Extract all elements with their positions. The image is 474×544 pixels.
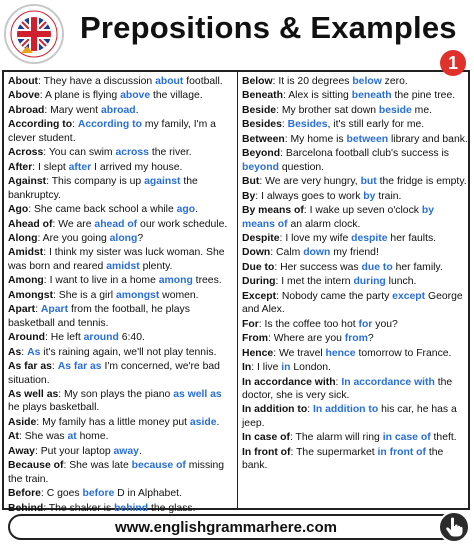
preposition-term: Due to	[242, 261, 275, 273]
example-text: :	[21, 346, 28, 358]
preposition-term: Down	[242, 247, 271, 259]
example-text: : The alarm will ring	[289, 432, 383, 444]
preposition-entry	[8, 246, 234, 273]
example-text: I arrived my house.	[91, 161, 183, 173]
preposition-entry	[8, 274, 234, 287]
highlighted-preposition: In addition to	[313, 404, 379, 416]
example-text: : My brother sat down	[276, 104, 379, 116]
highlighted-preposition: by means of	[242, 205, 435, 230]
preposition-entry	[242, 104, 468, 117]
example-text: : I think my sister was luck woman. She was born and reared	[8, 247, 225, 272]
highlighted-preposition: along	[109, 232, 138, 244]
example-text: : My family has a little money put	[36, 416, 190, 428]
site-logo[interactable]	[4, 4, 64, 64]
example-text: : Barcelona football club's success is	[280, 148, 450, 160]
preposition-entry	[8, 146, 234, 159]
preposition-entry	[242, 133, 468, 146]
preposition-entry	[8, 360, 234, 387]
highlighted-preposition: from	[344, 333, 368, 345]
highlighted-preposition: down	[303, 247, 331, 259]
example-text: George and Alex.	[242, 290, 463, 316]
example-text: : We are	[52, 218, 95, 230]
highlighted-preposition: by	[363, 190, 376, 202]
highlighted-preposition: beyond	[242, 161, 279, 173]
preposition-entry	[242, 361, 468, 374]
example-text: my family, I'm a clever student.	[8, 119, 216, 144]
preposition-term: Away	[8, 445, 35, 457]
preposition-entry	[242, 431, 468, 444]
example-text: : I want to live in a home	[43, 275, 159, 287]
preposition-term: In case of	[242, 432, 290, 444]
highlighted-preposition: around	[83, 332, 119, 344]
preposition-term: Because of	[8, 460, 64, 472]
example-text: : A plane is flying	[39, 90, 121, 102]
highlighted-preposition: at	[67, 431, 77, 443]
example-text: our work schedule.	[137, 218, 228, 230]
preposition-entry	[8, 161, 234, 174]
preposition-term: After	[8, 161, 33, 173]
highlighted-preposition: after	[68, 161, 92, 173]
preposition-term: By means of	[242, 205, 304, 217]
example-text: the village.	[150, 90, 203, 102]
example-text: trees.	[192, 275, 222, 287]
highlighted-preposition: hence	[325, 347, 356, 359]
highlighted-preposition: but	[360, 176, 377, 188]
example-text: : Where are you	[267, 333, 345, 345]
preposition-term: In	[242, 362, 252, 374]
example-text: : I always goes to work	[255, 190, 364, 202]
example-text: : Alex is sitting	[283, 90, 352, 102]
example-text: : I wake up seven o'clock	[303, 205, 422, 217]
logo-text	[6, 6, 62, 62]
preposition-entry	[242, 232, 468, 245]
preposition-term: Below	[242, 76, 273, 87]
preposition-entry	[242, 118, 468, 131]
example-text: her family.	[392, 261, 443, 273]
highlighted-preposition: Apart	[40, 304, 69, 316]
highlighted-preposition: against	[144, 176, 181, 188]
preposition-term: Ago	[8, 204, 29, 216]
highlighted-preposition: As far as	[57, 361, 102, 373]
highlighted-preposition: ago	[176, 204, 196, 216]
example-text: train.	[375, 190, 402, 202]
prepositions-table	[2, 70, 470, 514]
preposition-term: Against	[8, 176, 47, 188]
example-text: : She was late	[63, 460, 132, 472]
preposition-entry	[242, 204, 468, 231]
highlighted-preposition: amongst	[115, 289, 160, 301]
example-text: London.	[290, 362, 331, 374]
example-text: me.	[411, 104, 433, 116]
left-column	[8, 75, 234, 516]
example-text: .	[138, 445, 142, 457]
header	[0, 0, 474, 66]
example-text: football.	[183, 76, 223, 87]
highlighted-preposition: amidst	[106, 260, 140, 272]
example-text: : She was	[18, 431, 68, 443]
example-text: : My son plays the piano	[58, 388, 174, 400]
example-text: ?	[367, 333, 374, 345]
example-text: : She came back school a while	[28, 204, 177, 216]
footer-bar[interactable]	[8, 514, 466, 540]
preposition-entry	[242, 332, 468, 345]
highlighted-preposition: except	[392, 290, 426, 302]
highlighted-preposition: because of	[131, 460, 186, 472]
example-text: library and bank.	[388, 133, 468, 145]
preposition-term: As	[8, 346, 22, 358]
preposition-term: Hence	[242, 347, 274, 359]
right-column	[242, 75, 468, 474]
preposition-entry	[242, 89, 468, 102]
preposition-entry	[8, 289, 234, 302]
example-text: : I live	[251, 362, 282, 374]
example-text: :	[307, 404, 313, 416]
example-text: he plays basketball.	[8, 402, 100, 414]
preposition-entry	[242, 75, 468, 88]
preposition-term: For	[242, 318, 259, 330]
highlighted-preposition: behind	[114, 502, 149, 514]
preposition-entry	[242, 190, 468, 203]
example-text: 6:40.	[118, 332, 145, 344]
example-text: : This company is up	[46, 176, 145, 188]
preposition-term: Along	[8, 232, 38, 244]
example-text: it's raining again, we'll not play tennis.	[40, 346, 217, 358]
preposition-entry	[242, 246, 468, 259]
example-text: : She is a girl	[53, 289, 116, 301]
preposition-entry	[8, 218, 234, 231]
preposition-term: Except	[242, 290, 277, 302]
example-text: her faults.	[387, 232, 437, 244]
highlighted-preposition: between	[346, 133, 389, 145]
example-text: : Her success was	[274, 261, 362, 273]
preposition-term: By	[242, 190, 256, 202]
preposition-entry	[8, 445, 234, 458]
highlighted-preposition: during	[353, 276, 386, 288]
preposition-entry	[242, 403, 468, 430]
preposition-term: Amongst	[8, 289, 54, 301]
highlighted-preposition: away	[113, 445, 139, 457]
example-text: : Is the coffee too hot	[258, 318, 359, 330]
example-text: an alarm clock.	[287, 218, 361, 230]
preposition-entry	[8, 346, 234, 359]
example-text: : Nobody came the party	[276, 290, 393, 302]
preposition-term: At	[8, 431, 19, 443]
preposition-entry	[8, 104, 234, 117]
example-text: .	[216, 416, 220, 428]
preposition-entry	[242, 275, 468, 288]
example-text: : It is 20 degrees	[272, 76, 353, 87]
preposition-term: Beside	[242, 104, 277, 116]
highlighted-preposition: abroad	[100, 104, 136, 116]
page-number-badge: 1	[440, 50, 466, 76]
preposition-entry	[8, 487, 234, 500]
preposition-term: About	[8, 76, 39, 87]
highlighted-preposition: due to	[361, 261, 393, 273]
preposition-entry	[8, 303, 234, 330]
preposition-entry	[242, 446, 468, 473]
preposition-entry	[242, 318, 468, 331]
preposition-entry	[242, 147, 468, 174]
highlighted-preposition: beside	[378, 104, 412, 116]
example-text: :	[35, 304, 41, 316]
preposition-term: According to	[8, 119, 73, 131]
example-text: : Put your laptop	[34, 445, 114, 457]
example-text: : We travel	[273, 347, 326, 359]
preposition-term: Abroad	[8, 104, 45, 116]
page-title: Prepositions & Examples	[80, 10, 457, 45]
preposition-term: From	[242, 333, 268, 345]
example-text: .	[135, 104, 139, 116]
preposition-term: As far as	[8, 361, 52, 373]
preposition-term: Apart	[8, 304, 36, 316]
example-text: : We are very hungry,	[259, 176, 361, 188]
example-text: : The shaker is	[43, 502, 115, 514]
highlighted-preposition: As	[27, 346, 41, 358]
preposition-term: In accordance with	[242, 376, 336, 388]
preposition-term: Before	[8, 488, 41, 500]
preposition-entry	[242, 261, 468, 274]
example-text: : He left	[44, 332, 84, 344]
preposition-term: But	[242, 176, 260, 188]
example-text: : I met the intern	[275, 276, 354, 288]
preposition-entry	[8, 430, 234, 443]
highlighted-preposition: below	[352, 76, 382, 87]
preposition-term: Beyond	[242, 148, 281, 160]
example-text: : You can swim	[43, 147, 116, 159]
example-text: :	[335, 376, 342, 388]
example-text: the fridge is empty.	[376, 176, 467, 188]
example-text: ?	[137, 232, 144, 244]
highlighted-preposition: ahead of	[94, 218, 138, 230]
highlighted-preposition: as well as	[173, 388, 222, 400]
preposition-term: In addition to	[242, 404, 308, 416]
example-text: the bank.	[242, 446, 444, 472]
highlighted-preposition: in case of	[382, 432, 431, 444]
example-text: :	[281, 119, 288, 131]
preposition-term: Beneath	[242, 90, 283, 102]
example-text: you?	[372, 318, 398, 330]
preposition-entry	[8, 89, 234, 102]
hand-pointer-icon[interactable]	[438, 511, 470, 543]
preposition-term: Among	[8, 275, 44, 287]
preposition-term: Above	[8, 90, 40, 102]
example-text: : I slept	[32, 161, 69, 173]
example-text: : Calm	[270, 247, 304, 259]
highlighted-preposition: among	[158, 275, 193, 287]
example-text: the pine tree.	[391, 90, 456, 102]
highlighted-preposition: despite	[351, 232, 388, 244]
highlighted-preposition: aside	[189, 416, 217, 428]
highlighted-preposition: across	[115, 147, 149, 159]
preposition-term: Besides	[242, 119, 282, 131]
example-text: missing the train.	[8, 460, 225, 485]
preposition-term: Across	[8, 147, 44, 159]
example-text: my friend!	[330, 247, 379, 259]
preposition-term: As well as	[8, 388, 59, 400]
preposition-term: Around	[8, 332, 45, 344]
preposition-entry	[8, 118, 234, 145]
column-divider	[237, 72, 238, 508]
preposition-term: Behind	[8, 502, 44, 514]
highlighted-preposition: in	[281, 362, 291, 374]
preposition-entry	[242, 376, 468, 403]
example-text: tomorrow to France.	[355, 347, 452, 359]
highlighted-preposition: before	[82, 488, 115, 500]
example-text: plenty.	[139, 260, 173, 272]
website-url[interactable]: www.englishgrammarhere.com	[114, 519, 337, 536]
preposition-term: In front of	[242, 446, 291, 458]
example-text: from the football, he plays basketball and tennis.	[8, 304, 190, 329]
example-text: : The supermarket	[290, 446, 378, 458]
example-text: his car, he has a jeep.	[242, 404, 457, 429]
example-text: D in Alphabet.	[114, 488, 182, 500]
highlighted-preposition: about	[155, 76, 184, 87]
example-text: theft.	[430, 432, 457, 444]
example-text: : C goes	[40, 488, 83, 500]
preposition-entry	[242, 175, 468, 188]
highlighted-preposition: Besides	[287, 119, 328, 131]
example-text: : Mary went	[44, 104, 101, 116]
example-text: women.	[159, 289, 199, 301]
example-text: : Are you going	[37, 232, 110, 244]
example-text: , it's still early for me.	[327, 119, 425, 131]
preposition-entry	[8, 203, 234, 216]
example-text: the river.	[148, 147, 192, 159]
preposition-entry	[242, 347, 468, 360]
highlighted-preposition: beneath	[351, 90, 392, 102]
highlighted-preposition: In accordance with	[341, 376, 435, 388]
preposition-entry	[8, 232, 234, 245]
example-text: zero.	[381, 76, 408, 87]
example-text: the doctor, she is very sick.	[242, 376, 453, 401]
example-text: the bankruptcy.	[8, 176, 198, 201]
preposition-entry	[8, 331, 234, 344]
preposition-entry	[8, 459, 234, 486]
example-text: : They have a discussion	[38, 76, 156, 87]
preposition-term: During	[242, 276, 276, 288]
preposition-term: Despite	[242, 232, 280, 244]
example-text: .	[195, 204, 199, 216]
preposition-term: Aside	[8, 416, 37, 428]
preposition-entry	[8, 416, 234, 429]
highlighted-preposition: According to	[77, 119, 142, 131]
preposition-entry	[242, 290, 468, 317]
example-text: the glass.	[148, 502, 196, 514]
highlighted-preposition: in front of	[377, 446, 426, 458]
highlighted-preposition: for	[358, 318, 373, 330]
preposition-term: Ahead of	[8, 218, 53, 230]
preposition-term: Between	[242, 133, 285, 145]
example-text: :	[51, 361, 58, 373]
example-text: I'm concerned, we're bad situation.	[8, 361, 220, 386]
example-text: : My home is	[284, 133, 347, 145]
example-text: : I love my wife	[279, 232, 352, 244]
example-text: lunch.	[385, 276, 417, 288]
example-text: :	[72, 119, 78, 131]
preposition-entry	[8, 75, 234, 88]
preposition-entry	[8, 388, 234, 415]
example-text: question.	[278, 161, 325, 173]
preposition-entry	[8, 175, 234, 202]
highlighted-preposition: above	[120, 90, 151, 102]
preposition-term: Amidst	[8, 247, 44, 259]
example-text: home.	[76, 431, 109, 443]
